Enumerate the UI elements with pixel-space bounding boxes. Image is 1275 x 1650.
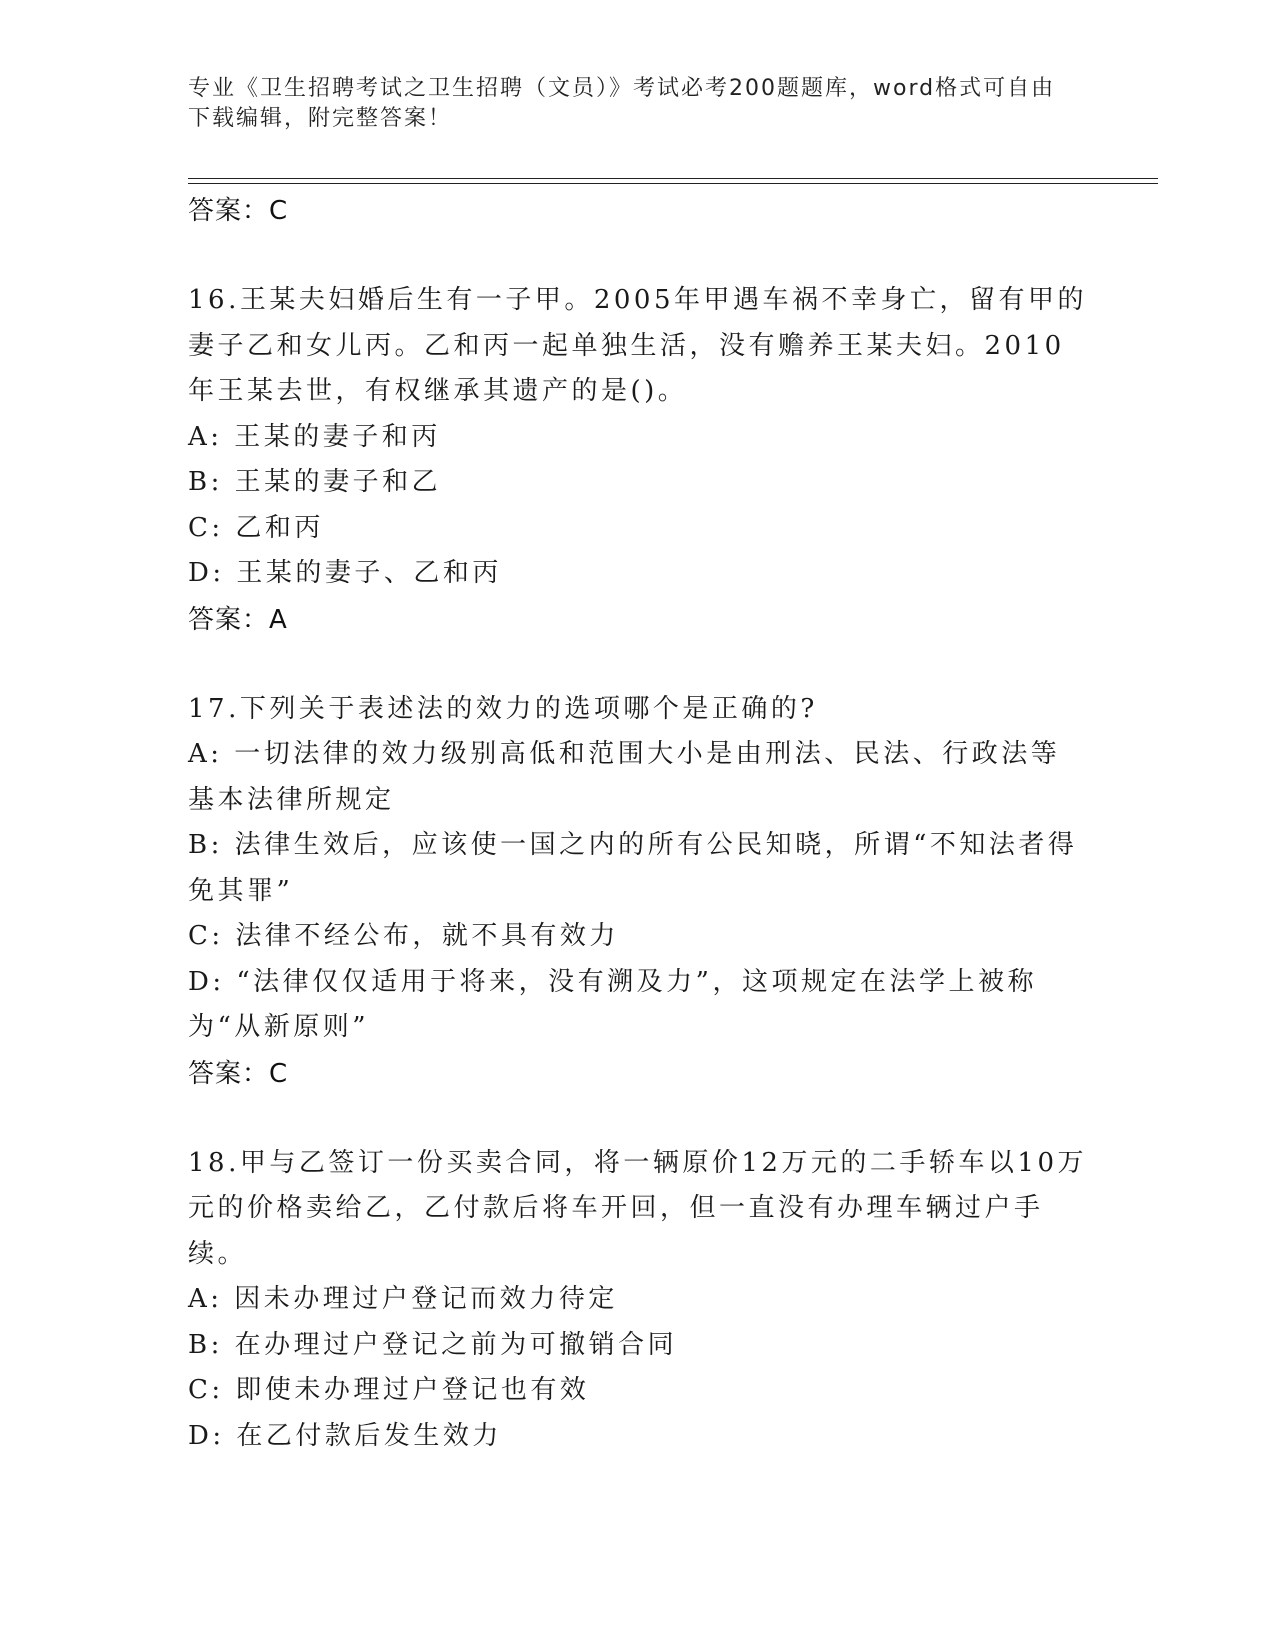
option-d: D: 王某的妻子、乙和丙 (188, 558, 502, 588)
answer-line: 答案：C (188, 196, 289, 226)
page-header: 专业《卫生招聘考试之卫生招聘（文员）》考试必考200题题库，word格式可自由下载编辑，附完整答案！ (188, 76, 1056, 131)
answer-line: 答案：A (188, 604, 288, 635)
question-17 (188, 687, 1088, 1097)
option-b: B: 王某的妻子和乙 (188, 467, 442, 497)
option-c: C: 即使未办理过户登记也有效 (188, 1375, 590, 1405)
document-body (188, 188, 1088, 1459)
option-c: C: 乙和丙 (188, 512, 324, 543)
option-a: A: 因未办理过户登记而效力待定 (188, 1284, 618, 1314)
option-a: A: 王某的妻子和丙 (188, 421, 441, 452)
answer-line: 答案：C (188, 1058, 289, 1089)
option-a: A: 一切法律的效力级别高低和范围大小是由刑法、民法、行政法等基本法律所规定 (188, 739, 1061, 815)
question-18 (188, 1141, 1088, 1460)
option-d: D: “法律仅仅适用于将来，没有溯及力”，这项规定在法学上被称为“从新原则” (188, 966, 1037, 1042)
option-c: C: 法律不经公布，就不具有效力 (188, 921, 619, 951)
question-stem: 17.下列关于表述法的效力的选项哪个是正确的? (188, 693, 818, 724)
question-stem: 18.甲与乙签订一份买卖合同，将一辆原价12万元的二手轿车以10万元的价格卖给乙，乙付款后将车开回，但一直没有办理车辆过户手续。 (188, 1147, 1088, 1269)
option-b: B: 法律生效后，应该使一国之内的所有公民知晓，所谓“不知法者得免其罪” (188, 830, 1078, 906)
question-16 (188, 278, 1088, 643)
header-divider-second (188, 183, 1158, 184)
header-divider (188, 178, 1158, 179)
option-b: B: 在办理过户登记之前为可撤销合同 (188, 1329, 678, 1360)
option-d: D: 在乙付款后发生效力 (188, 1420, 502, 1451)
question-stem: 16.王某夫妇婚后生有一子甲。2005年甲遇车祸不幸身亡，留有甲的妻子乙和女儿丙。乙和丙一起单独生活，没有赡养王某夫妇。2010年王某去世，有权继承其遗产的是()。 (188, 285, 1088, 406)
